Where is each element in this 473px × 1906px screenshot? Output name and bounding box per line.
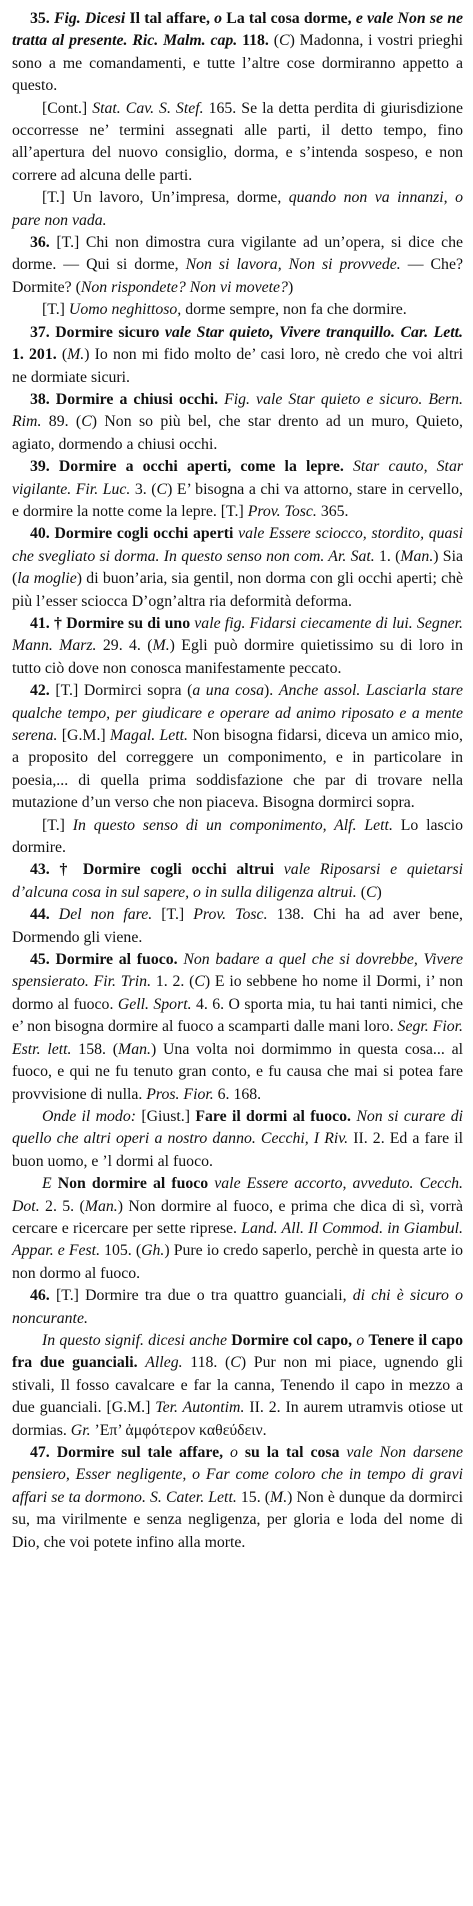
entry-text-segment: su la tal cosa	[244, 1444, 347, 1461]
entry-text-segment: La tal cosa dorme,	[226, 10, 356, 27]
entry-text-segment: (	[61, 346, 68, 364]
entry-text-segment: 2. 5. (	[45, 1197, 85, 1215]
entry-text-segment: Prov. Tosc.	[193, 906, 277, 924]
entry-text-segment: Uomo neghittoso,	[68, 301, 186, 319]
entry-text-segment: Star cauto, Star vigilante. Fir. Luc.	[12, 458, 463, 498]
entry-text-segment: ’Επ’ ἀμφότερον καθεύδειν.	[94, 1421, 267, 1439]
entry-text-segment: a una cosa	[192, 682, 265, 700]
entry-text-segment: Ter. Autontim.	[155, 1399, 250, 1417]
entry-text-segment: o	[230, 1444, 245, 1461]
entry-text-segment: C	[279, 32, 290, 50]
entry-38	[12, 389, 463, 456]
entry-text-segment: C	[230, 1354, 241, 1372]
entry-42	[12, 680, 463, 814]
entry-text-segment: 38. Dormire a chiusi occhi.	[30, 390, 225, 408]
entry-text-segment: II. 2. In aurem utramvis otiose ut dormias.	[12, 1399, 463, 1439]
entry-46	[12, 1285, 463, 1330]
entry-text-segment: Anche assol. Lasciarla stare qualche tempo, per giudicare e operare ad animo riposato e a mente serena.	[12, 682, 463, 744]
entry-text-segment: ) E io sebbene ho nome il Dormi, i’ non dormo al fuoco.	[12, 973, 463, 1013]
entry-text-segment: 44.	[30, 906, 59, 924]
entry-text-segment: Gell. Sport.	[117, 995, 196, 1013]
entry-text-segment: Man.	[84, 1197, 118, 1215]
entry-text-segment: Land. All. Il Commod. in Giambul. Appar. e Fest.	[12, 1219, 463, 1260]
entry-text-segment: 105. (	[104, 1242, 142, 1260]
entry-text-segment: Man.	[400, 547, 434, 565]
entry-text-segment: ) Madonna, i vostri prieghi sono a me comandamenti, e tutte l’altre cose dormiranno appetto a questo.	[12, 32, 463, 95]
entry-35-t	[12, 187, 463, 232]
entry-text-segment: 118. (	[190, 1354, 231, 1372]
entry-text-segment: Pros. Fior.	[146, 1085, 218, 1103]
entry-text-segment: C	[365, 883, 377, 901]
entry-text-segment: ) Non dormire al fuoco, e prima che dica di sì, vorrà cercare e ricercare per sette riprese.	[12, 1197, 463, 1237]
entry-text-segment: 89. (	[48, 413, 82, 431]
entry-text-segment: 165. Se la detta perdita di giurisdizione occorresse ne’ termini assegnati alle parti, il detto tempo, fino all’apertura del nuovo consiglio, dorma, e s’intenda sospeso, e non correre ad alcuna delle parti.	[12, 99, 463, 184]
entry-36-t	[12, 299, 463, 321]
entry-text-segment: 15. (	[240, 1488, 271, 1506]
entry-text-segment: 158. (	[78, 1040, 119, 1058]
entry-text-segment: 1. (	[378, 547, 401, 565]
entry-text-segment: 4. 6. O sporta mia, tu hai tanti nimici, che e’ non bisogna dormire al fuoco a scamparti dalle mani loro.	[12, 995, 463, 1036]
entry-text-segment: 35.	[30, 10, 54, 27]
entry-text-segment: vale Riposarsi e quietarsi d’alcuna cosa in sul sapere, o in sulla diligenza altrui.	[12, 861, 464, 901]
entry-41	[12, 613, 463, 680]
entry-text-segment: dorme sempre, non fa che dormire.	[185, 301, 407, 319]
entry-text-segment: 1. 2. (	[155, 973, 195, 991]
entry-text-segment: Fig. Dicesi	[53, 10, 130, 27]
entry-text-segment: Prov. Tosc.	[247, 502, 321, 520]
entry-text-segment: vale Non darsene pensiero, Esser negligente, o Far come coloro che in tempo di gravi affari se ta dormono. S. Cater. Lett.	[12, 1444, 463, 1506]
entry-text-segment: Non si curare di quello che altri operi a nostro danno. Cecchi, I Riv.	[12, 1107, 463, 1148]
entry-text-segment: Fare il dormi al fuoco.	[195, 1107, 357, 1125]
entry-35	[12, 8, 463, 98]
entry-text-segment: 43. † Dormire cogli occhi altrui	[30, 861, 284, 879]
entry-text-segment: 39. Dormire a occhi aperti, come la lepre.	[30, 458, 353, 476]
entry-42-t	[12, 815, 463, 860]
entry-text-segment: 29. 4. (	[102, 637, 153, 655]
entry-text-segment: C	[156, 480, 168, 498]
entry-text-segment: ) di buon’aria, sia gentil, non dorma con gli occhi aperti; chè più l’esser sciocca D’ogn’altra ria deformità deforma.	[12, 570, 463, 610]
entry-text-segment: (	[273, 32, 280, 50]
entry-text-segment: 47. Dormire sul tale affare,	[30, 1444, 231, 1461]
entry-text-segment: Gr.	[70, 1421, 95, 1439]
entry-46-signif	[12, 1330, 463, 1442]
entry-text-segment: — Che? Dormite? (	[12, 256, 463, 296]
entry-text-segment: M.	[152, 637, 170, 655]
entry-text-segment: II. 2. Ed a fare il buon uomo, e ’l dormi al fuoco.	[12, 1130, 464, 1170]
entry-text-segment: E	[42, 1175, 58, 1193]
entry-text-segment: o	[356, 1331, 369, 1349]
entry-45-non-dormire	[12, 1173, 463, 1285]
entry-text-segment: Gh.	[141, 1242, 165, 1260]
entry-text-segment: 37. Dormire sicuro	[30, 323, 165, 341]
entry-text-segment: vale fig. Fidarsi ciecamente di lui. Segner. Mann. Marz.	[12, 614, 463, 655]
entry-text-segment: Del non fare.	[58, 906, 162, 924]
entry-text-segment: Non bisogna fidarsi, diceva un amico mio, a proposito del correggere un componimento, e in particolare in poesia,... di quella prima soddisfazione che par di trovare nella mutazione d’un verso che non piaceva. Bisogna dormirci sopra.	[12, 727, 463, 812]
entry-text-segment: o	[214, 10, 227, 27]
entry-45	[12, 949, 463, 1106]
entry-text-segment: vale Essere accorto, avveduto. Cecch. Dot.	[12, 1175, 463, 1215]
entry-text-segment: ).	[264, 682, 279, 700]
entry-text-segment: C	[194, 973, 205, 991]
entry-text-segment: Il tal affare,	[129, 10, 215, 27]
entry-text-segment: vale Star quieto, Vivere tranquillo. Car. Lett.	[164, 323, 464, 341]
entry-text-segment: ) Sia (	[12, 547, 463, 588]
entry-text-segment: quando non va innanzi, o pare non vada.	[12, 189, 463, 229]
entry-text-segment: Non rispondete? Non vi movete?	[80, 278, 288, 296]
entry-47	[12, 1442, 463, 1554]
entry-text-segment: Lo lascio dormire.	[12, 816, 463, 857]
entry-text-segment: Non dormire al fuoco	[57, 1175, 215, 1193]
entry-45-modo	[12, 1106, 463, 1173]
entry-text-segment: 6. 168.	[217, 1085, 262, 1103]
entry-text-segment: [Giust.]	[141, 1107, 196, 1125]
entry-text-segment: ) Non so più bel, che star drento ad un muro, Quieto, agiato, dormendo a chiusi occhi.	[12, 413, 463, 453]
entry-text-segment: ) Pur non mi piace, ugnendo gli stivali, Il fosso cavalcare e far la canna, Tenendo il capo in mezzo a due guanciali. [G.M.]	[12, 1354, 463, 1417]
entry-text-segment: Man.	[118, 1040, 151, 1058]
entry-text-segment: )	[287, 278, 294, 296]
entry-text-segment: Stat. Cav. S. Stef.	[92, 99, 209, 117]
entry-text-segment: 3. (	[134, 480, 157, 498]
entry-text-segment: [T.] Dormire tra due o tra quattro guanciali,	[55, 1287, 353, 1305]
entry-text-segment: 1. 201.	[12, 346, 62, 364]
entry-text-segment: ) Una volta noi dormimmo in questa cosa... al fuoco, e qui ne fu tenuto gran conto, e fu causa che mai si potea fare provvisione di nulla.	[12, 1040, 463, 1103]
entry-text-segment: 42.	[30, 682, 56, 700]
entry-43	[12, 859, 463, 904]
entry-text-segment: 41. † Dormire su di uno	[30, 614, 195, 632]
entry-text-segment: Non badare a quel che si dovrebbe, Vivere spensierato. Fir. Trin.	[12, 951, 463, 991]
entry-text-segment: vale Essere sciocco, stordito, quasi che svegliato si dorma. In questo senso non com. Ar. Sat.	[12, 525, 463, 565]
entry-text-segment: 45. Dormire al fuoco.	[30, 951, 184, 969]
entry-text-segment: C	[81, 413, 92, 431]
entry-text-segment: Onde il modo:	[42, 1107, 142, 1125]
entry-text-segment: [T.]	[42, 301, 69, 319]
entry-text-segment: [T.]	[42, 816, 73, 834]
entry-44	[12, 904, 463, 949]
entry-36	[12, 232, 463, 299]
entry-35-cont	[12, 98, 463, 188]
entry-40	[12, 523, 463, 613]
entry-text-segment: [T.] Chi non dimostra cura vigilante ad un’opera, si dice che dorme. — Qui si dorme,	[12, 234, 463, 274]
entry-text-segment: Tenere il capo fra due guanciali.	[12, 1331, 463, 1372]
entry-text-segment: )	[376, 883, 382, 901]
entry-text-segment: ) Io non mi fido molto de’ casi loro, nè credo che voi altri ne dormiate sicuri.	[12, 346, 464, 386]
entry-text-segment: M.	[67, 346, 85, 364]
entry-text-segment: ) E’ bisogna a chi va attorno, stare in cervello, e dormire la notte come la lepre. [T.]	[12, 480, 463, 520]
entry-text-segment: 40. Dormire cogli occhi aperti	[30, 525, 239, 543]
entry-text-segment: [T.] Dormirci sopra (	[55, 682, 193, 700]
entry-text-segment: Alleg.	[145, 1354, 191, 1372]
entry-text-segment: Dormire col capo,	[231, 1331, 357, 1349]
entry-text-segment: [Cont.]	[42, 99, 93, 117]
entry-text-segment: 138. Chi ha ad aver bene, Dormendo gli viene.	[12, 906, 463, 946]
entry-text-segment: Non si lavora, Non si provvede.	[185, 256, 408, 274]
entry-text-segment: 118.	[242, 32, 274, 50]
entry-text-segment: [G.M.]	[61, 727, 110, 744]
entry-text-segment: [T.]	[161, 906, 194, 924]
entry-text-segment: 46.	[30, 1287, 56, 1305]
entry-text-segment: [T.] Un lavoro, Un’impresa, dorme,	[42, 189, 289, 207]
entry-text-segment: ) Egli può dormire quietissimo su di loro in tutto ciò dove non conosca manifestamente peccato.	[12, 637, 463, 677]
entry-text-segment: e vale Non se ne tratta al presente. Ric. Malm. cap.	[12, 10, 463, 50]
entry-text-segment: 365.	[320, 502, 349, 520]
entry-text-segment: la moglie	[17, 570, 77, 588]
entry-37	[12, 322, 463, 389]
entry-text-segment: ) Pure io credo saperlo, perchè in questa arte io non dormo al fuoco.	[12, 1242, 463, 1282]
entry-text-segment: di chi è sicuro o noncurante.	[12, 1287, 463, 1327]
entry-text-segment: In questo senso di un componimento, Alf. Lett.	[72, 816, 401, 834]
entry-text-segment: 36.	[30, 234, 57, 252]
entry-39	[12, 456, 463, 523]
entry-text-segment: Segr. Fior. Estr. lett.	[12, 1018, 463, 1058]
entry-text-segment: In questo signif. dicesi anche	[42, 1331, 232, 1349]
entry-text-segment: M.	[270, 1488, 288, 1506]
entry-text-segment: Magal. Lett.	[109, 727, 193, 744]
entry-text-segment: (	[360, 883, 366, 901]
entry-text-segment: Fig. vale Star quieto e sicuro. Bern. Rim.	[12, 390, 464, 431]
entry-text-segment: ) Non è dunque da dormirci su, ma virilmente e senza negligenza, per gloria e loda del nome di Dio, che voi potete infino alla morte.	[12, 1488, 463, 1551]
